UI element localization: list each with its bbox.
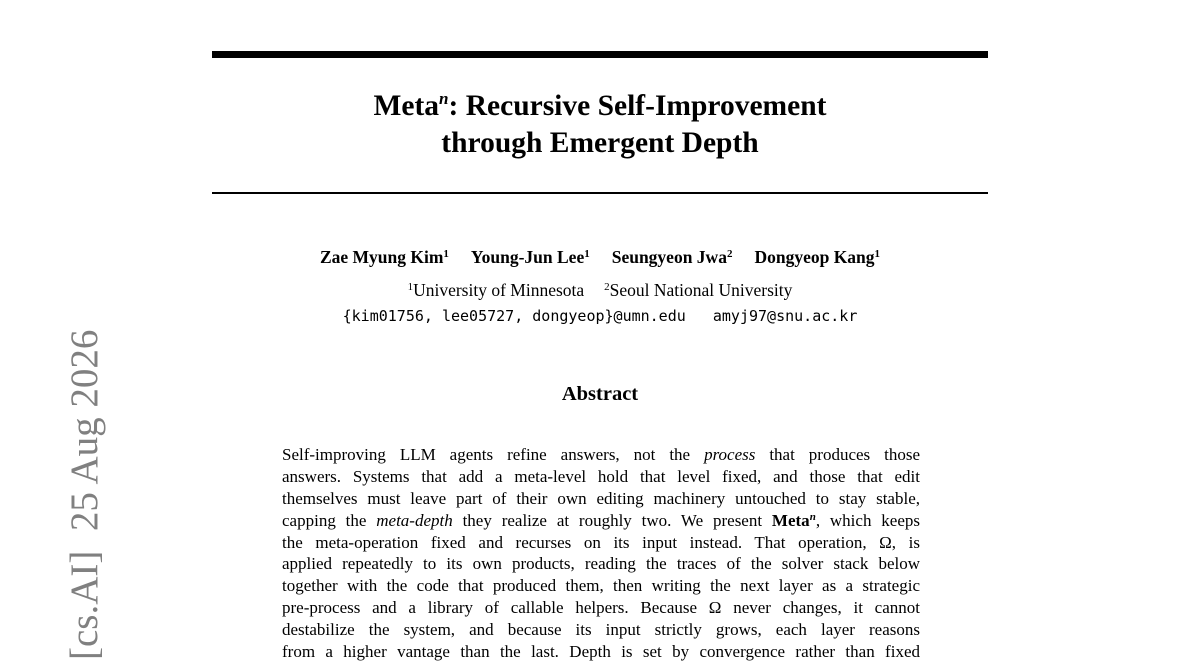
title-line-2: through Emergent Depth bbox=[441, 127, 759, 159]
abstract-line: answers. Systems that add a meta-level hold that level fixed, and those that edit bbox=[282, 466, 920, 486]
abstract-heading: Abstract bbox=[561, 383, 639, 405]
abstract-line: applied repeatedly to its own products, reading the traces of the solver stack below bbox=[282, 554, 920, 574]
abstract-body bbox=[282, 444, 920, 663]
title-line-1: Meta$^n$: Recursive Self-Improvement bbox=[373, 89, 827, 122]
paper-title bbox=[212, 88, 988, 162]
abstract-line: pre-process and a library of callable helpers. Because Ω never changes, it cannot bbox=[282, 598, 920, 618]
abstract-line: themselves must leave part of their own editing machinery untouched to stay stable, bbox=[282, 488, 920, 508]
affiliation: $^2$Seoul National University bbox=[604, 280, 793, 300]
author: Dongyeop Kang$^1$ bbox=[754, 247, 881, 267]
arxiv-identifier-stamp: [cs.AI] 25 Aug 2026 bbox=[63, 329, 106, 660]
author: Young-Jun Lee$^1$ bbox=[470, 247, 590, 267]
abstract-line: from a higher vantage than the last. Depth is set by convergence rather than fixed bbox=[282, 642, 920, 662]
abstract-line: the meta-operation fixed and recurses on its input instead. That operation, Ω, is bbox=[282, 532, 920, 552]
author-list bbox=[212, 247, 988, 268]
affiliation-list bbox=[212, 280, 988, 301]
abstract-line: capping the meta-depth they realize at roughly two. We present Meta$^n$, which keeps bbox=[282, 510, 920, 530]
abstract-line: Self-improving LLM agents refine answers, not the process that produces those bbox=[282, 445, 920, 464]
abstract-line: destabilize the system, and because its input strictly grows, each layer reasons bbox=[282, 620, 920, 640]
author: Seungyeon Jwa$^2$ bbox=[611, 247, 733, 267]
author-emails: {kim01756, lee05727, dongyeop}@umn.edu amyj97@snu.ac.kr bbox=[342, 307, 858, 325]
abstract-line: together with the code that produced them, then writing the next layer as a strategic bbox=[282, 576, 920, 596]
title-bottom-rule bbox=[212, 192, 988, 194]
affiliation: $^1$University of Minnesota bbox=[407, 280, 585, 300]
author: Zae Myung Kim$^1$ bbox=[319, 247, 449, 267]
title-top-rule bbox=[212, 51, 988, 58]
